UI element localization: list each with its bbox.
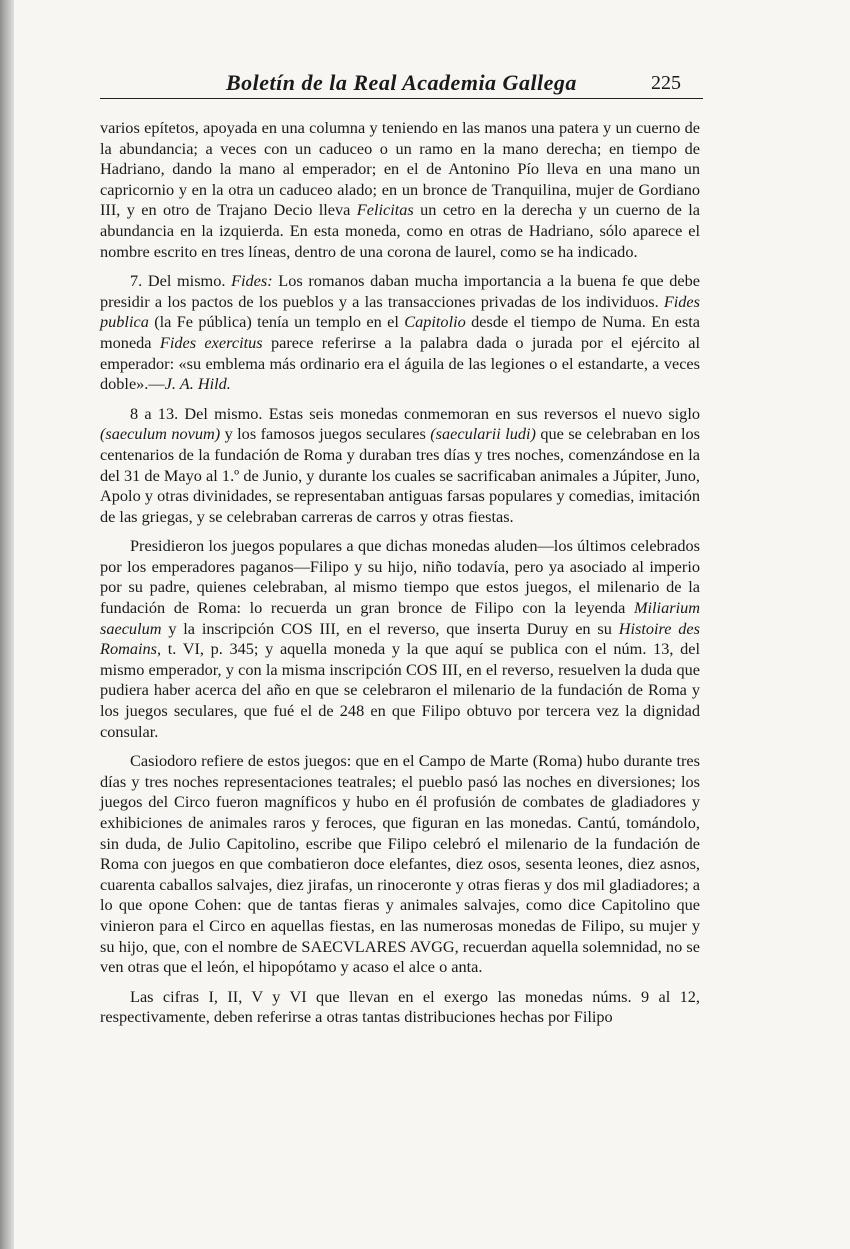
text-run: t. VI, p. 345; y aquella moneda y la que aquí se publica con el núm. 13, del mismo emperador, y con la misma inscripción COS III, en el reverso, resuelven la duda que pudiera haber acerca del año en que se celebraron el milenario de la fundación de Roma y los juegos seculares, que fué el de 248 en que Filipo obtuvo por tercera vez la dignidad consular.	[100, 639, 700, 741]
paragraph	[100, 404, 700, 528]
paragraph	[100, 751, 700, 978]
italic-run: Felicitas	[356, 200, 414, 220]
running-title: Boletín de la Real Academia Gallega	[226, 70, 577, 95]
text-run: Las cifras I, II, V y VI que llevan en el exergo las monedas núms. 9 al 12, respectivamente, deben referirse a otras tantas distribuciones hechas por Filipo	[100, 986, 700, 1027]
text-run: que se celebraban en los centenarios de la fundación de Roma y duraban tres días y tres noches, comenzándose en la del 31 de Mayo al 1.º de Junio, y durante los cuales se sacrificaban animales a Júpiter, Juno, Apolo y otras divinidades, se representaban antiguas farsas populares y comedias, imitación de las griegas, y se celebraban carreras de carros y otras fiestas.	[100, 424, 701, 526]
text-run: parece referirse a la palabra dada o jurada por el ejército al emperador: «su emblema más ordinario era el águila de las legiones o el estandarte, a veces doble».—	[100, 332, 700, 394]
text-run: un cetro en la derecha y un cuerno de la abundancia en la izquierda. En esta moneda, como en otras de Hadriano, sólo aparece el nombre escrito en tres líneas, dentro de una corona de laurel, como se ha indicado.	[100, 200, 700, 261]
italic-run: Capitolio	[404, 312, 466, 332]
italic-run: Fides exercitus	[159, 332, 263, 352]
text-run: varios epítetos, apoyada en una columna y teniendo en las manos una patera y un cuerno de la abundancia; a veces con un caduceo o un ramo en la mano derecha; en tiempo de Hadriano, dando la mano al emperador; en el de Antonino Pío lleva en una mano un capricornio y en la otra un caduceo alado; en un bronce de Tranquilina, mujer de Gordiano III, y en otro de Trajano Decio lleva	[100, 118, 700, 220]
italic-run: Fides:	[231, 271, 273, 291]
text-run: Presidieron los juegos populares a que dichas monedas aluden—los últimos celebrados por los emperadores paganos—Filipo y su hijo, niño todavía, pero ya asociado al imperio por su padre, quienes celebraban, al mismo tiempo que estos juegos, el milenario de la fundación de Roma: lo recuerda un gran bronce de Filipo con la leyenda	[100, 536, 700, 618]
paragraph	[100, 271, 700, 395]
text-run: Casiodoro refiere de estos juegos: que en el Campo de Marte (Roma) hubo durante tres días y tres noches representaciones teatrales; el pueblo pasó las noches en diversiones; los juegos del Circo fueron magníficos y hubo en él profusión de combates de gladiadores y exhibiciones de animales raros y feroces, que figuran en las monedas. Cantú, tomándolo, sin duda, de Julio Capitolino, escribe que Filipo celebró el milenario de la fundación de Roma con juegos en que combatieron doce elefantes, diez osos, sesenta leones, diez asnos, cuarenta caballos salvajes, diez jirafas, un rinoceronte y otras fieras y dos mil gladiadores; a lo que opone Cohen: que de tantas fieras y animales salvajes, como dice Capitolino que vinieron para el Circo en aquellas fiestas, en las numerosas monedas de Filipo, su mujer y su hijo, que, con el nombre de SAECVLARES AVGG, recuerdan aquella solemnidad, no se ven otras que el león, el hipopótamo y acaso el alce o anta.	[100, 751, 700, 977]
page-header	[100, 70, 703, 99]
body-text	[100, 118, 700, 1037]
page-number: 225	[651, 72, 681, 94]
text-run: 8 a 13. Del mismo. Estas seis monedas conmemoran en sus reversos el nuevo siglo	[130, 403, 700, 423]
italic-run: J. A. Hild.	[164, 374, 231, 394]
italic-run: Miliarium saeculum	[100, 598, 700, 638]
text-run: desde el tiempo de Numa. En esta moneda	[100, 312, 701, 352]
text-run: (la Fe pública) tenía un templo en el	[148, 312, 405, 332]
italic-run: (saecularii ludi)	[430, 424, 536, 444]
text-run: y la inscripción COS III, en el reverso, que inserta Duruy en su	[161, 618, 619, 638]
paragraph	[100, 987, 700, 1028]
paragraph	[100, 118, 700, 262]
book-spine-shadow	[0, 0, 14, 1249]
italic-run: (saeculum novum)	[100, 424, 221, 444]
italic-run: Fides publica	[100, 291, 700, 332]
text-run: Los romanos daban mucha importancia a la buena fe que debe presidir a los pactos de los pueblos y a las transacciones privadas de los individuos.	[100, 271, 701, 311]
text-run: 7. Del mismo.	[130, 271, 232, 291]
paragraph	[100, 536, 700, 742]
italic-run: Histoire des Romains,	[100, 618, 700, 659]
text-run: y los famosos juegos seculares	[220, 424, 431, 444]
